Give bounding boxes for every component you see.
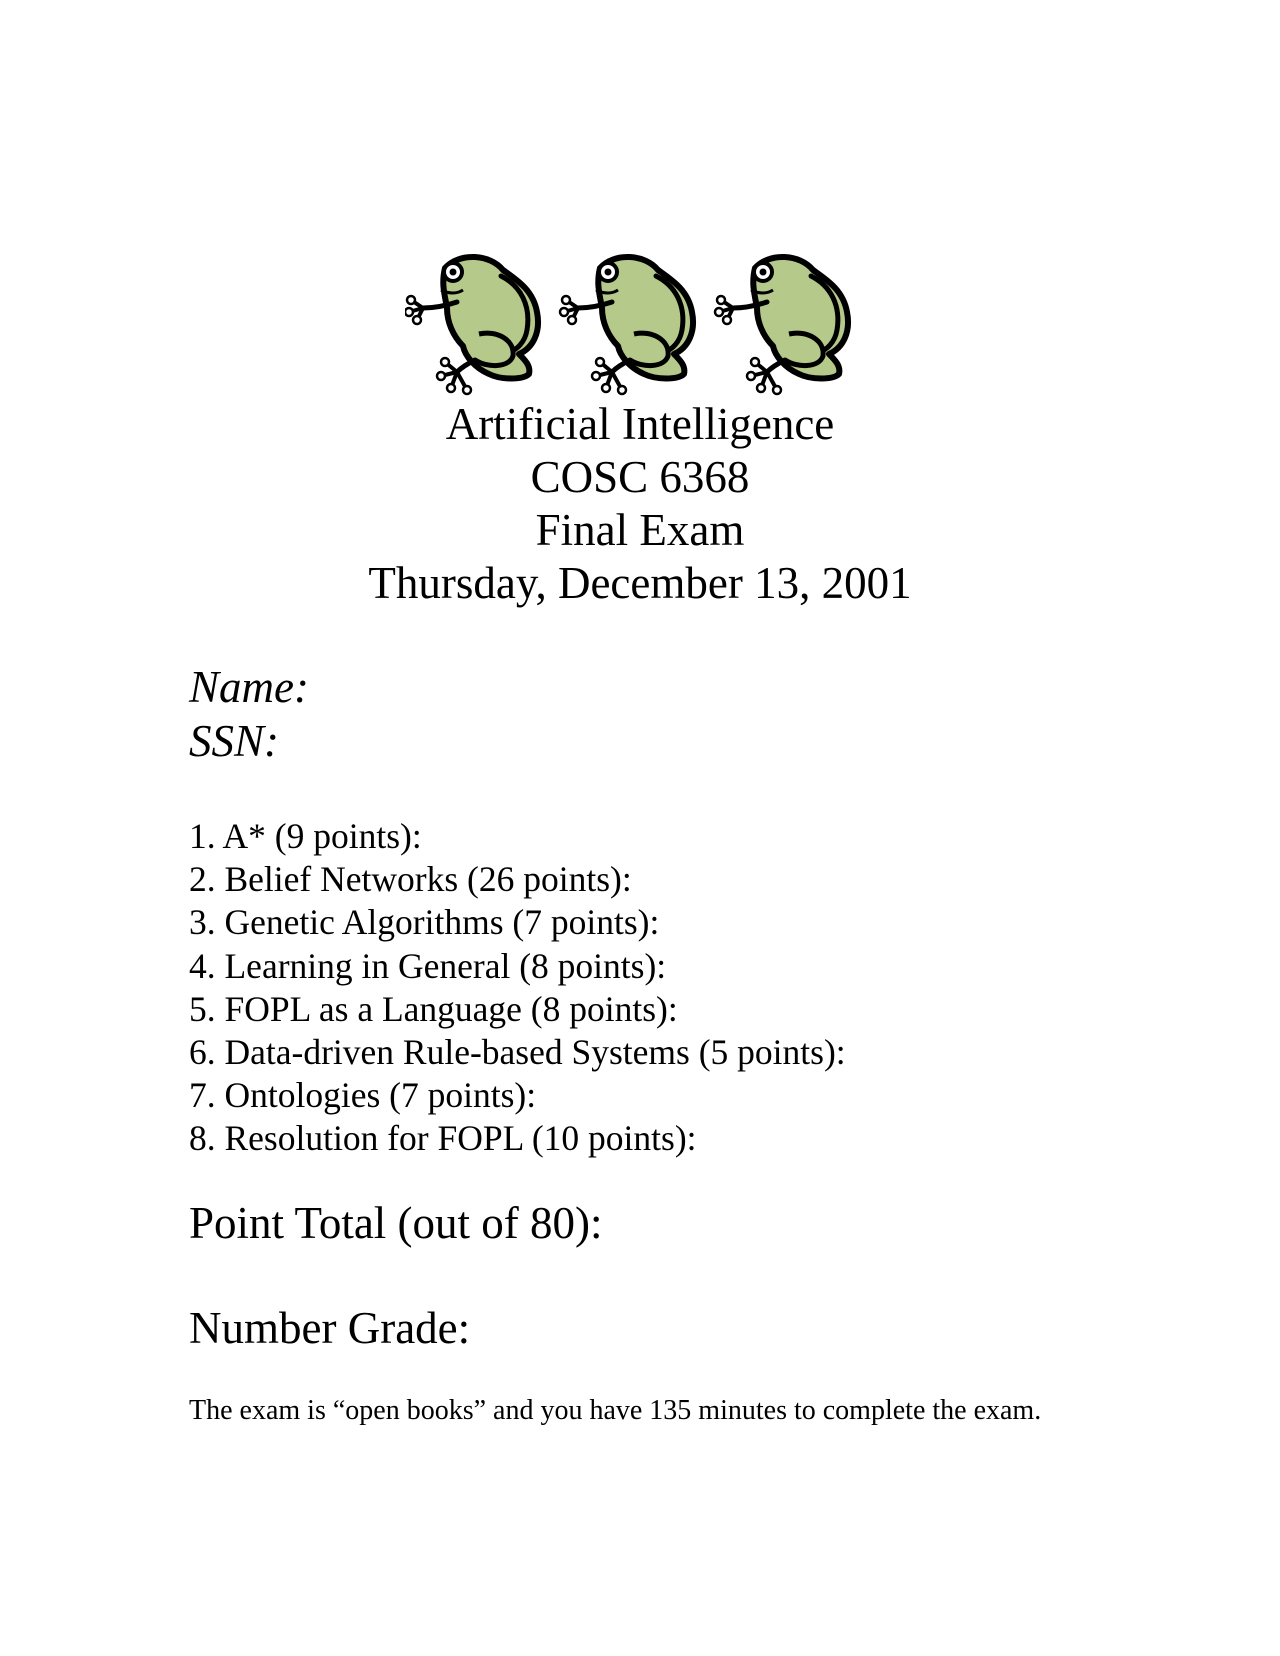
point-total-label: Point Total (out of 80): <box>189 1198 603 1248</box>
three-frogs-logo <box>405 250 873 400</box>
student-info <box>189 660 309 768</box>
exam-title-block <box>0 398 1280 610</box>
question-item: 7. Ontologies (7 points): <box>189 1075 537 1116</box>
name-label: Name: <box>189 662 309 712</box>
exam-instructions: The exam is “open books” and you have 135 minutes to complete the exam. <box>189 1395 1042 1426</box>
question-list <box>189 815 846 1161</box>
question-item: 8. Resolution for FOPL (10 points): <box>189 1118 697 1159</box>
question-item: 3. Genetic Algorithms (7 points): <box>189 902 660 943</box>
question-item: 5. FOPL as a Language (8 points): <box>189 988 678 1029</box>
course-code: COSC 6368 <box>530 452 750 502</box>
question-item: 6. Data-driven Rule-based Systems (5 points): <box>189 1032 846 1073</box>
exam-date: Thursday, December 13, 2001 <box>368 558 912 608</box>
exam-name: Final Exam <box>535 505 745 555</box>
question-item: 4. Learning in General (8 points): <box>189 945 667 986</box>
number-grade-label: Number Grade: <box>189 1303 471 1353</box>
course-name: Artificial Intelligence <box>445 399 835 449</box>
question-item: 1. A* (9 points): <box>189 816 422 856</box>
question-item: 2. Belief Networks (26 points): <box>189 859 632 900</box>
ssn-label: SSN: <box>189 716 279 766</box>
